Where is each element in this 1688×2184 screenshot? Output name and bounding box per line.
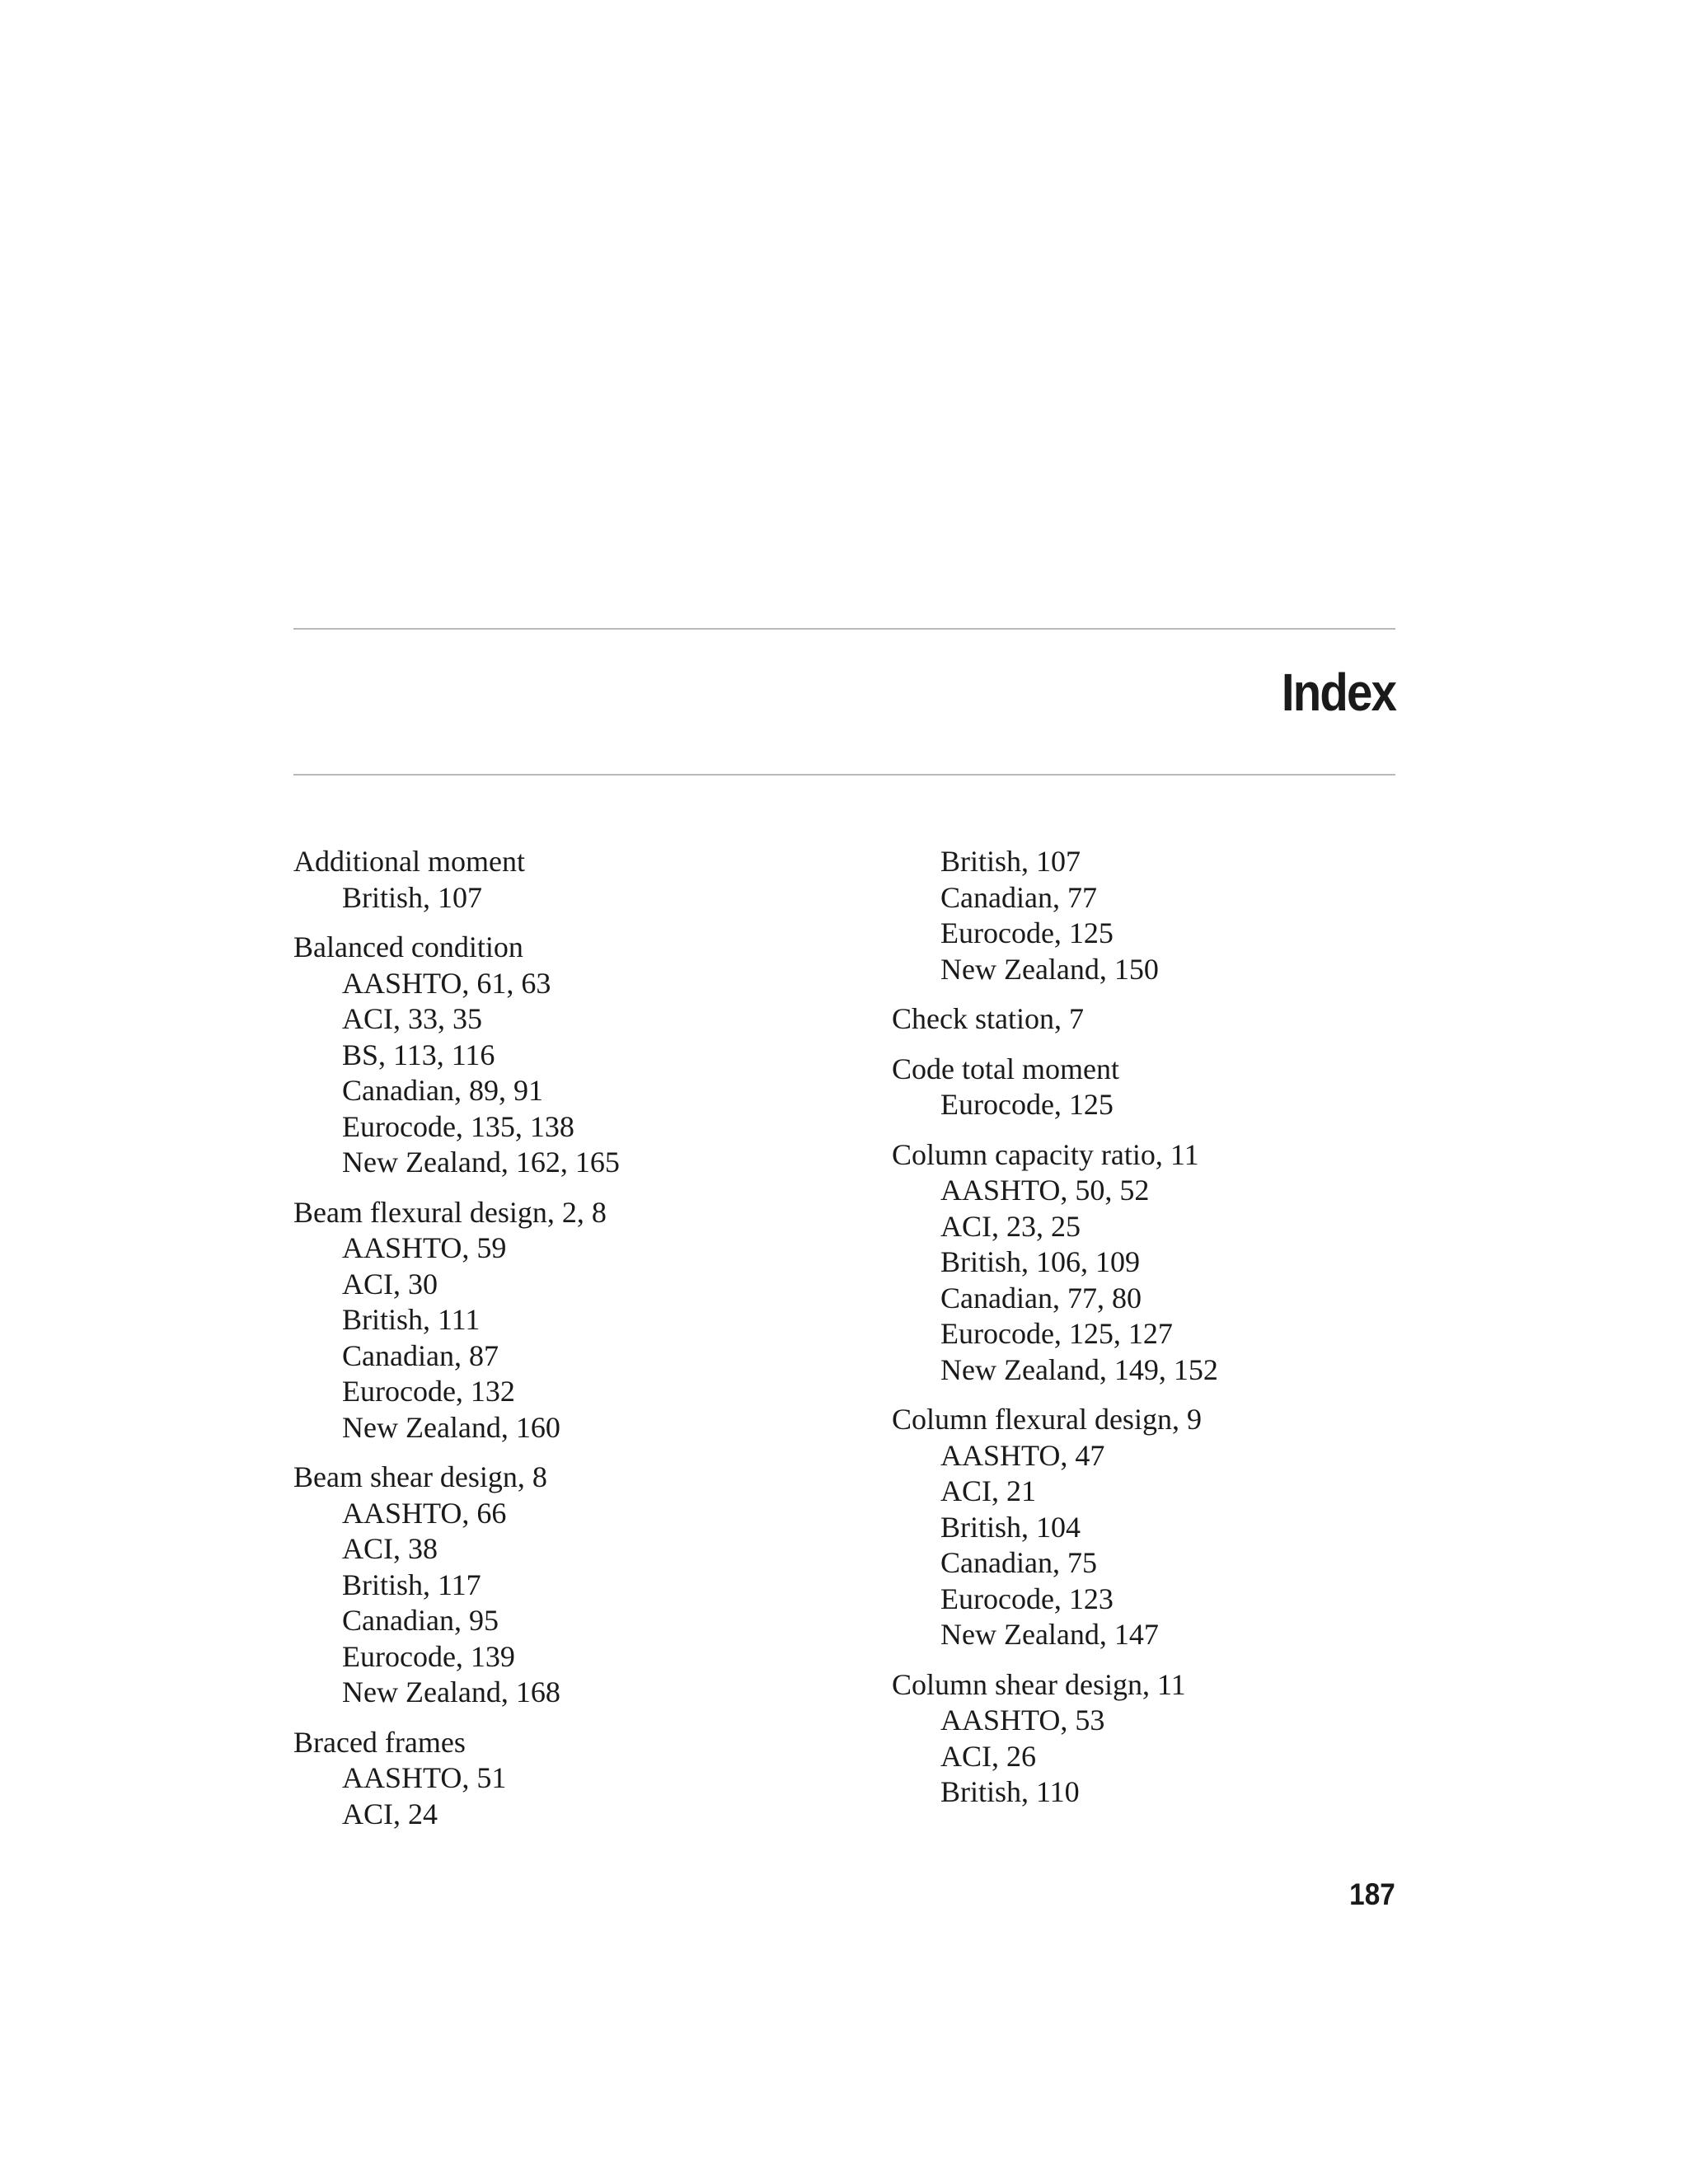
index-entry bbox=[892, 1667, 1395, 1811]
index-entry bbox=[293, 930, 829, 1181]
index-subentry: AASHTO, 66 bbox=[342, 1496, 507, 1530]
index-subentry: Eurocode, 125 bbox=[940, 1088, 1114, 1121]
index-term: Additional moment bbox=[293, 845, 525, 878]
index-subentry: British, 107 bbox=[342, 880, 483, 914]
index-entry bbox=[892, 1052, 1395, 1123]
index-subentry: New Zealand, 149, 152 bbox=[940, 1352, 1218, 1386]
index-term: Column shear design, 11 bbox=[892, 1667, 1186, 1701]
index-subentry: New Zealand, 147 bbox=[940, 1618, 1159, 1651]
index-term: Balanced condition bbox=[293, 930, 523, 963]
index-subentry: BS, 113, 116 bbox=[342, 1038, 495, 1071]
index-subentry: Eurocode, 125, 127 bbox=[940, 1317, 1173, 1350]
index-subentry: ACI, 38 bbox=[342, 1532, 438, 1565]
index-subentry: New Zealand, 162, 165 bbox=[342, 1146, 620, 1179]
index-term: Column flexural design, 9 bbox=[892, 1403, 1202, 1436]
index-subentry: ACI, 30 bbox=[342, 1267, 438, 1301]
index-subentry: Canadian, 95 bbox=[342, 1604, 499, 1637]
index-subentry: Canadian, 87 bbox=[342, 1338, 499, 1372]
index-subentry: AASHTO, 50, 52 bbox=[940, 1174, 1150, 1207]
index-entry bbox=[293, 1725, 829, 1833]
page-title: Index bbox=[1281, 663, 1395, 722]
index-subentry: AASHTO, 59 bbox=[342, 1231, 507, 1264]
index-entry bbox=[892, 1402, 1395, 1653]
index-subentry: Canadian, 77, 80 bbox=[940, 1281, 1142, 1315]
index-term: Check station, 7 bbox=[892, 1002, 1084, 1035]
index-subentry: Eurocode, 123 bbox=[940, 1582, 1114, 1615]
index-term: Beam flexural design, 2, 8 bbox=[293, 1195, 607, 1229]
index-subentry: ACI, 24 bbox=[342, 1797, 438, 1830]
index-subentry: British, 111 bbox=[342, 1303, 481, 1336]
index-subentry: New Zealand, 150 bbox=[940, 952, 1159, 986]
index-subentry: Canadian, 89, 91 bbox=[342, 1074, 543, 1107]
index-entry bbox=[293, 1195, 829, 1446]
index-column-left bbox=[293, 844, 829, 1846]
index-subentry: AASHTO, 51 bbox=[342, 1761, 507, 1794]
index-subentry: British, 106, 109 bbox=[940, 1245, 1141, 1278]
header-rule-bottom bbox=[293, 774, 1395, 776]
index-entry bbox=[293, 844, 829, 916]
index-entry bbox=[293, 1460, 829, 1711]
index-subentry: AASHTO, 47 bbox=[940, 1438, 1105, 1472]
index-subentry: ACI, 23, 25 bbox=[940, 1209, 1081, 1243]
index-subentry: British, 110 bbox=[940, 1775, 1080, 1808]
index-subentry: British, 104 bbox=[940, 1510, 1081, 1544]
index-entry bbox=[892, 844, 1395, 987]
index-term: Code total moment bbox=[892, 1052, 1119, 1085]
index-subentry: Canadian, 75 bbox=[940, 1546, 1097, 1579]
index-term: Braced frames bbox=[293, 1725, 466, 1759]
page-number: 187 bbox=[1349, 1877, 1395, 1911]
index-subentry: New Zealand, 168 bbox=[342, 1675, 560, 1708]
index-subentry: Eurocode, 132 bbox=[342, 1375, 515, 1408]
index-subentry: ACI, 33, 35 bbox=[342, 1002, 482, 1035]
index-column-right bbox=[892, 844, 1395, 1825]
index-entry bbox=[892, 1001, 1395, 1038]
index-subentry: Eurocode, 139 bbox=[342, 1639, 515, 1673]
index-subentry: AASHTO, 61, 63 bbox=[342, 966, 551, 1000]
index-subentry: Canadian, 77 bbox=[940, 880, 1097, 914]
index-subentry: British, 117 bbox=[342, 1568, 481, 1601]
index-term: Column capacity ratio, 11 bbox=[892, 1137, 1199, 1171]
index-subentry: British, 107 bbox=[940, 845, 1081, 878]
index-subentry: ACI, 21 bbox=[940, 1474, 1036, 1507]
index-subentry: Eurocode, 125 bbox=[940, 916, 1114, 949]
index-subentry: AASHTO, 53 bbox=[940, 1704, 1105, 1736]
index-subentry: Eurocode, 135, 138 bbox=[342, 1109, 574, 1143]
index-term: Beam shear design, 8 bbox=[293, 1460, 547, 1493]
index-entry bbox=[892, 1137, 1395, 1389]
header-rule-top bbox=[293, 628, 1395, 630]
index-subentry: ACI, 26 bbox=[940, 1739, 1036, 1773]
index-subentry: New Zealand, 160 bbox=[342, 1410, 560, 1444]
